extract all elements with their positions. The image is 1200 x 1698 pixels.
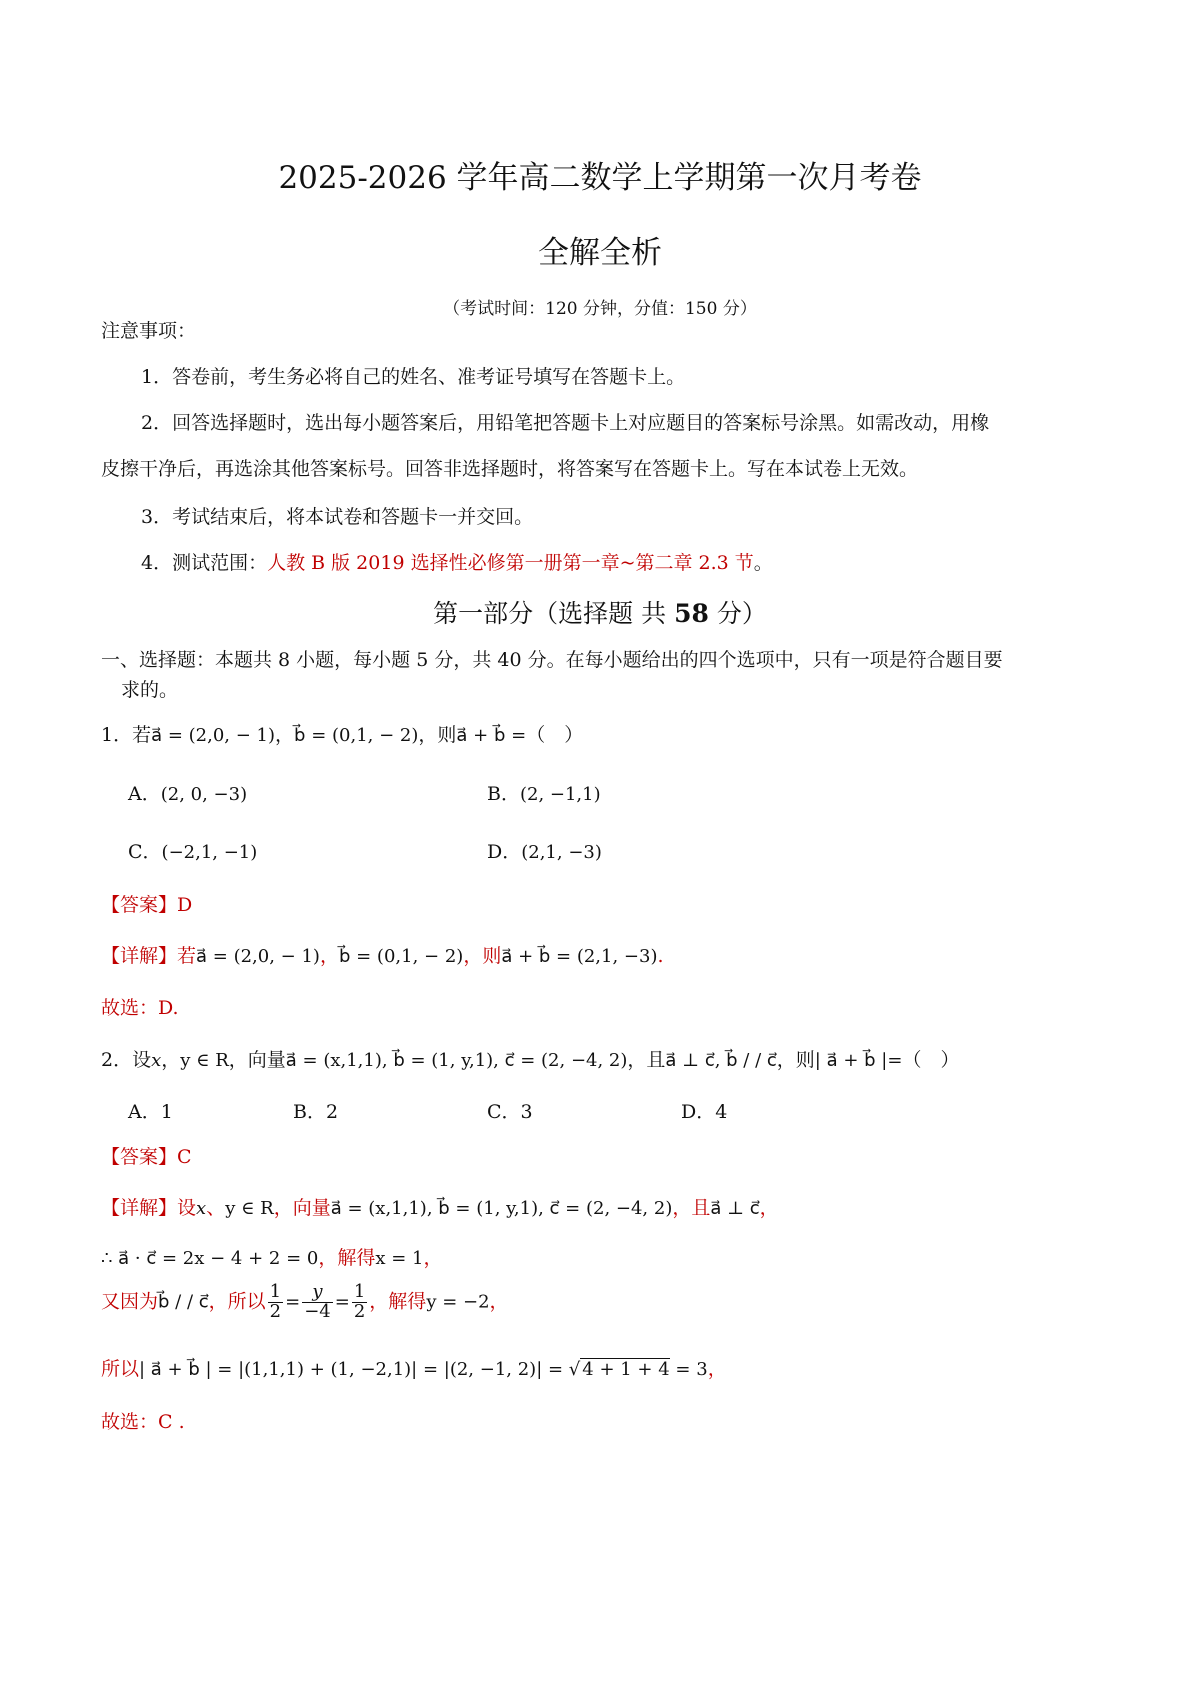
document-title: 2025-2026 学年高二数学上学期第一次月考卷 xyxy=(278,160,922,196)
detail-cond-suffix: ， xyxy=(759,1197,779,1219)
option-c-label: C． xyxy=(128,841,162,863)
note-item-4 xyxy=(141,548,773,575)
step-2-prefix: 又因为 xyxy=(101,1290,159,1313)
step-3-prefix: 所以 xyxy=(101,1358,140,1380)
detail-vector-a: a⃗ = (2,0, − 1) xyxy=(196,946,320,967)
question-1-number: 1．若 xyxy=(101,724,152,746)
question-2-expression: | a⃗ + b⃗ |= xyxy=(814,1050,903,1071)
option-b-value: (2, −1,1) xyxy=(519,784,601,805)
detail-end: . xyxy=(657,945,664,967)
step-1-end: ， xyxy=(423,1247,443,1269)
question-1-stem xyxy=(101,720,583,747)
step-1-result: x = 1 xyxy=(375,1248,424,1269)
question-2-sep: ， xyxy=(161,1049,181,1071)
detail-label: 【详解】 xyxy=(101,945,178,967)
equals-1: = xyxy=(285,1291,301,1313)
detail-condition: a⃗ ⊥ c⃗ xyxy=(710,1198,760,1219)
question-2-var-y: y ∈ R xyxy=(180,1050,229,1071)
note-item-1: 1．答卷前，考生务必将自己的姓名、准考证号填写在答题卡上。 xyxy=(141,366,686,388)
detail-var-y: y ∈ R xyxy=(225,1198,274,1219)
section-title xyxy=(0,594,1200,630)
test-range: 人教 B 版 2019 选择性必修第一册第一章~第二章 2.3 节 xyxy=(267,552,754,574)
note-item-3: 3．考试结束后，将本试卷和答题卡一并交回。 xyxy=(141,506,534,528)
section-title-suffix: 分） xyxy=(708,599,767,628)
detail-var-x: x xyxy=(196,1198,207,1219)
option-d-label: D． xyxy=(487,841,522,863)
section-score: 58 xyxy=(674,599,709,628)
sqrt-body: 4 + 1 + 4 xyxy=(582,1359,670,1380)
step-3-result: = 3 xyxy=(669,1359,708,1380)
detail-vector-word: ，向量 xyxy=(273,1197,331,1219)
question-1-option-a[interactable] xyxy=(128,779,247,806)
detail-vector-b: b⃗ = (0,1, − 2) xyxy=(338,946,464,967)
step-2-result: y = −2 xyxy=(426,1291,490,1313)
question-2-number: 2．设 xyxy=(101,1049,152,1071)
question-2-blank: （ ） xyxy=(902,1049,960,1071)
fraction-2-denominator: −4 xyxy=(304,1300,331,1322)
document-subtitle: 全解全析 xyxy=(538,235,662,271)
fraction-3-denominator: 2 xyxy=(353,1300,366,1322)
detail-set: 设 xyxy=(177,1197,197,1219)
question-1-blank: （ ） xyxy=(526,724,584,746)
equals-2: = xyxy=(334,1291,350,1313)
step-3-expression: | a⃗ + b⃗ | = |(1,1,1) + (1, −2,1)| = |(2, −1, 2)| = xyxy=(139,1359,569,1380)
question-2-choose: 故选：C . xyxy=(101,1411,185,1433)
question-2-detail xyxy=(101,1193,779,1220)
fraction-3 xyxy=(352,1283,367,1322)
question-2-stem xyxy=(101,1045,959,1072)
note-item-2-line-1: 2．回答选择题时，选出每小题答案后，用铅笔把答题卡上对应题目的答案标号涂黑。如需改动，用橡 xyxy=(141,412,990,434)
option-a-label: A． xyxy=(128,783,161,805)
note-item-4-prefix: 4．测试范围： xyxy=(141,552,268,574)
question-2-option-c[interactable]: C．3 xyxy=(487,1101,533,1123)
fraction-2-numerator: y xyxy=(302,1283,333,1303)
step-3-end: ， xyxy=(707,1358,727,1380)
fraction-2 xyxy=(302,1283,333,1322)
question-1-option-c[interactable] xyxy=(128,837,257,864)
option-c-value: (−2,1, −1) xyxy=(161,842,258,863)
step-2-parallel: b⃗ / / c⃗ xyxy=(158,1291,209,1313)
detail-vectors: a⃗ = (x,1,1), b⃗ = (1, y,1), c⃗ = (2, −4, 2) xyxy=(330,1198,673,1219)
question-1-comma: ， xyxy=(275,724,295,746)
question-2-condition: a⃗ ⊥ c⃗, b⃗ / / c⃗ xyxy=(665,1050,777,1071)
step-1-text: ，解得 xyxy=(318,1247,376,1269)
detail-cond-prefix: ，且 xyxy=(672,1197,711,1219)
detail-if: 若 xyxy=(177,945,197,967)
section-title-prefix: 第一部分（选择题 共 xyxy=(433,599,675,628)
question-2-answer: 【答案】C xyxy=(101,1146,192,1168)
section-instruction-line-1: 一、选择题：本题共 8 小题，每小题 5 分，共 40 分。在每小题给出的四个选项中，只有一项是符合题目要 xyxy=(101,649,1003,671)
detail-label: 【详解】 xyxy=(101,1197,178,1219)
detail-then: ，则 xyxy=(463,945,502,967)
step-2-end: ， xyxy=(489,1290,509,1313)
question-2-step-1 xyxy=(101,1243,443,1270)
question-1-detail xyxy=(101,941,664,968)
option-d-value: (2,1, −3) xyxy=(521,842,602,863)
question-2-vector-word: ，向量 xyxy=(228,1049,286,1071)
question-1-option-b[interactable] xyxy=(487,779,601,806)
question-1-expression: a⃗ + b⃗ = xyxy=(456,725,527,746)
section-instruction-line-2: 求的。 xyxy=(121,679,179,701)
step-2-text: ，解得 xyxy=(369,1290,427,1313)
option-a-value: (2, 0, −3) xyxy=(160,784,248,805)
step-2-so: ，所以 xyxy=(208,1290,266,1313)
notes-heading: 注意事项： xyxy=(101,320,197,342)
question-1-vector-b: b⃗ = (0,1, − 2) xyxy=(294,725,419,746)
question-2-vectors: a⃗ = (x,1,1), b⃗ = (1, y,1), c⃗ = (2, −4, 2) xyxy=(285,1050,628,1071)
question-1-vector-a: a⃗ = (2,0, − 1) xyxy=(151,725,276,746)
question-2-step-2 xyxy=(101,1283,509,1322)
question-2-option-d[interactable]: D．4 xyxy=(681,1101,728,1123)
fraction-3-numerator: 1 xyxy=(353,1281,366,1302)
question-1-choose: 故选：D. xyxy=(101,997,179,1019)
question-1-option-d[interactable] xyxy=(487,837,602,864)
fraction-1-denominator: 2 xyxy=(269,1300,282,1322)
note-item-4-suffix: 。 xyxy=(753,552,773,574)
question-2-cond-prefix: ，且 xyxy=(627,1049,666,1071)
question-2-var-x: x xyxy=(151,1050,162,1071)
option-b-label: B． xyxy=(487,783,520,805)
question-2-option-a[interactable]: A．1 xyxy=(128,1101,173,1123)
sqrt-sign: √ xyxy=(568,1359,581,1380)
detail-sep: 、 xyxy=(206,1197,226,1219)
detail-result: a⃗ + b⃗ = (2,1, −3) xyxy=(501,946,658,967)
question-1-then: ，则 xyxy=(418,724,457,746)
question-2-then: ，则 xyxy=(776,1049,815,1071)
note-item-2-line-2: 皮擦干净后，再选涂其他答案标号。回答非选择题时，将答案写在答题卡上。写在本试卷上无效。 xyxy=(101,458,919,480)
question-2-step-3 xyxy=(101,1354,727,1381)
question-1-answer: 【答案】D xyxy=(101,894,193,916)
step-1-expression: ∴ a⃗ · c⃗ = 2x − 4 + 2 = 0 xyxy=(101,1248,319,1269)
question-2-option-b[interactable]: B．2 xyxy=(293,1101,339,1123)
fraction-1-numerator: 1 xyxy=(269,1281,282,1302)
detail-comma: ， xyxy=(319,945,339,967)
fraction-1 xyxy=(268,1283,283,1322)
exam-info: （考试时间：120 分钟，分值：150 分） xyxy=(443,299,757,319)
